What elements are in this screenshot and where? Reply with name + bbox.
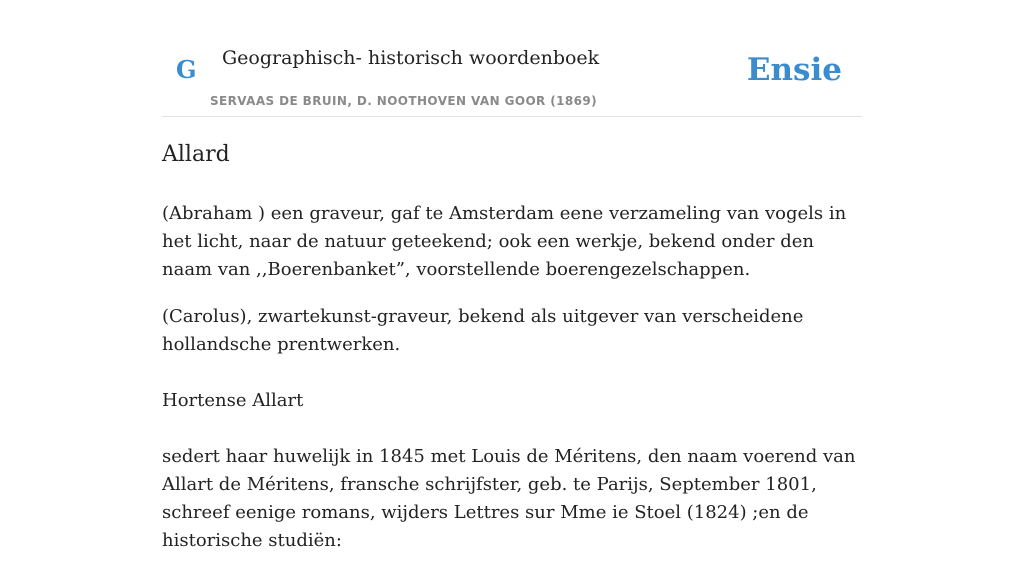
book-logo-letter[interactable]: G bbox=[176, 55, 197, 84]
entry-paragraph-hortense: sedert haar huwelijk in 1845 met Louis de Méritens, den naam voerend van Allart de Méritens, fransche schrijfster, geb. te Parijs, September 1801, schreef eenige romans, wijders Lettres sur Mme ie Stoel (1824) ;en de historische studiën: bbox=[162, 446, 856, 551]
entry-subtitle-hortense: Hortense Allart bbox=[162, 390, 304, 411]
ensie-logo-link[interactable]: Ensie bbox=[746, 52, 842, 88]
entry-content bbox=[162, 139, 862, 574]
page-header bbox=[162, 0, 862, 117]
entry-paragraph-abraham: (Abraham ) een graveur, gaf te Amsterdam eene verzameling van vogels in het licht, naar de natuur geteekend; ook een werkje, bekend onder den naam van ,,Boerenbanket”, voorstellende boerengezelschappen. bbox=[162, 203, 847, 280]
entry-title: Allard bbox=[162, 142, 230, 167]
book-title[interactable]: Geographisch- historisch woordenboek bbox=[222, 47, 600, 69]
entry-paragraph-carolus: (Carolus), zwartekunst-graveur, bekend als uitgever van verscheidene hollandsche prentwerken. bbox=[162, 306, 804, 355]
book-author: SERVAAS DE BRUIN, D. NOOTHOVEN VAN GOOR (1869) bbox=[210, 94, 598, 108]
